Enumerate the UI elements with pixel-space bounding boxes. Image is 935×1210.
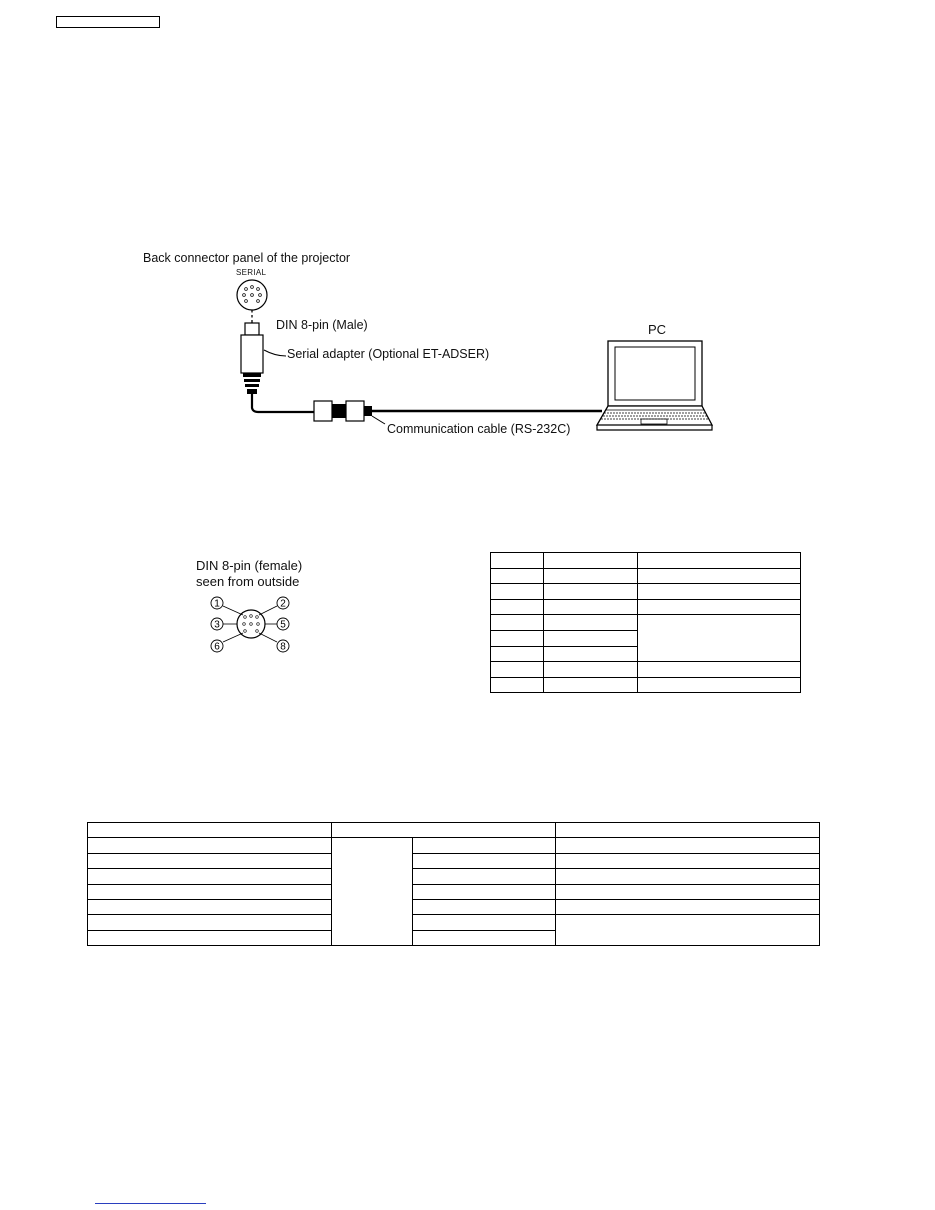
dsub-connector-icon — [314, 401, 372, 421]
din-female-pin-diagram — [200, 592, 300, 662]
pc-label: PC — [648, 322, 667, 337]
pin-diagram-title-1: DIN 8-pin (female) — [196, 558, 303, 573]
table-row — [88, 823, 820, 838]
cable-line-1 — [252, 394, 314, 412]
table-row — [88, 853, 820, 868]
communication-conditions-table — [87, 822, 820, 946]
table-row — [491, 677, 801, 693]
pin-6-label: 6 — [214, 641, 220, 653]
pin-5-label: 5 — [280, 619, 286, 631]
table-row — [88, 899, 820, 914]
din-male-label: DIN 8-pin (Male) — [276, 318, 368, 332]
pin-2-label: 2 — [280, 598, 286, 610]
table-row — [88, 838, 820, 853]
table-row — [88, 869, 820, 884]
table-row — [491, 553, 801, 569]
table-row — [88, 915, 820, 930]
table-row — [491, 662, 801, 678]
pin-1-label: 1 — [214, 598, 220, 610]
pin-3-label: 3 — [214, 619, 220, 631]
pin-8-label: 8 — [280, 641, 286, 653]
footer-link[interactable] — [95, 1203, 206, 1204]
serial-adapter-icon — [241, 323, 263, 394]
connector-panel-title: Back connector panel of the projector — [143, 251, 351, 265]
table-row — [491, 599, 801, 615]
pin-assignment-table — [490, 552, 801, 693]
table-row — [491, 568, 801, 584]
serial-port-icon — [237, 280, 267, 310]
laptop-icon — [597, 341, 712, 430]
connection-diagram — [0, 0, 935, 480]
cable-label: Communication cable (RS-232C) — [387, 422, 571, 436]
serial-port-label: SERIAL — [236, 268, 267, 277]
table-row — [88, 884, 820, 899]
serial-adapter-label: Serial adapter (Optional ET-ADSER) — [287, 347, 490, 361]
pin-diagram-title-2: seen from outside — [196, 574, 300, 589]
table-row — [491, 584, 801, 600]
table-row — [491, 615, 801, 631]
